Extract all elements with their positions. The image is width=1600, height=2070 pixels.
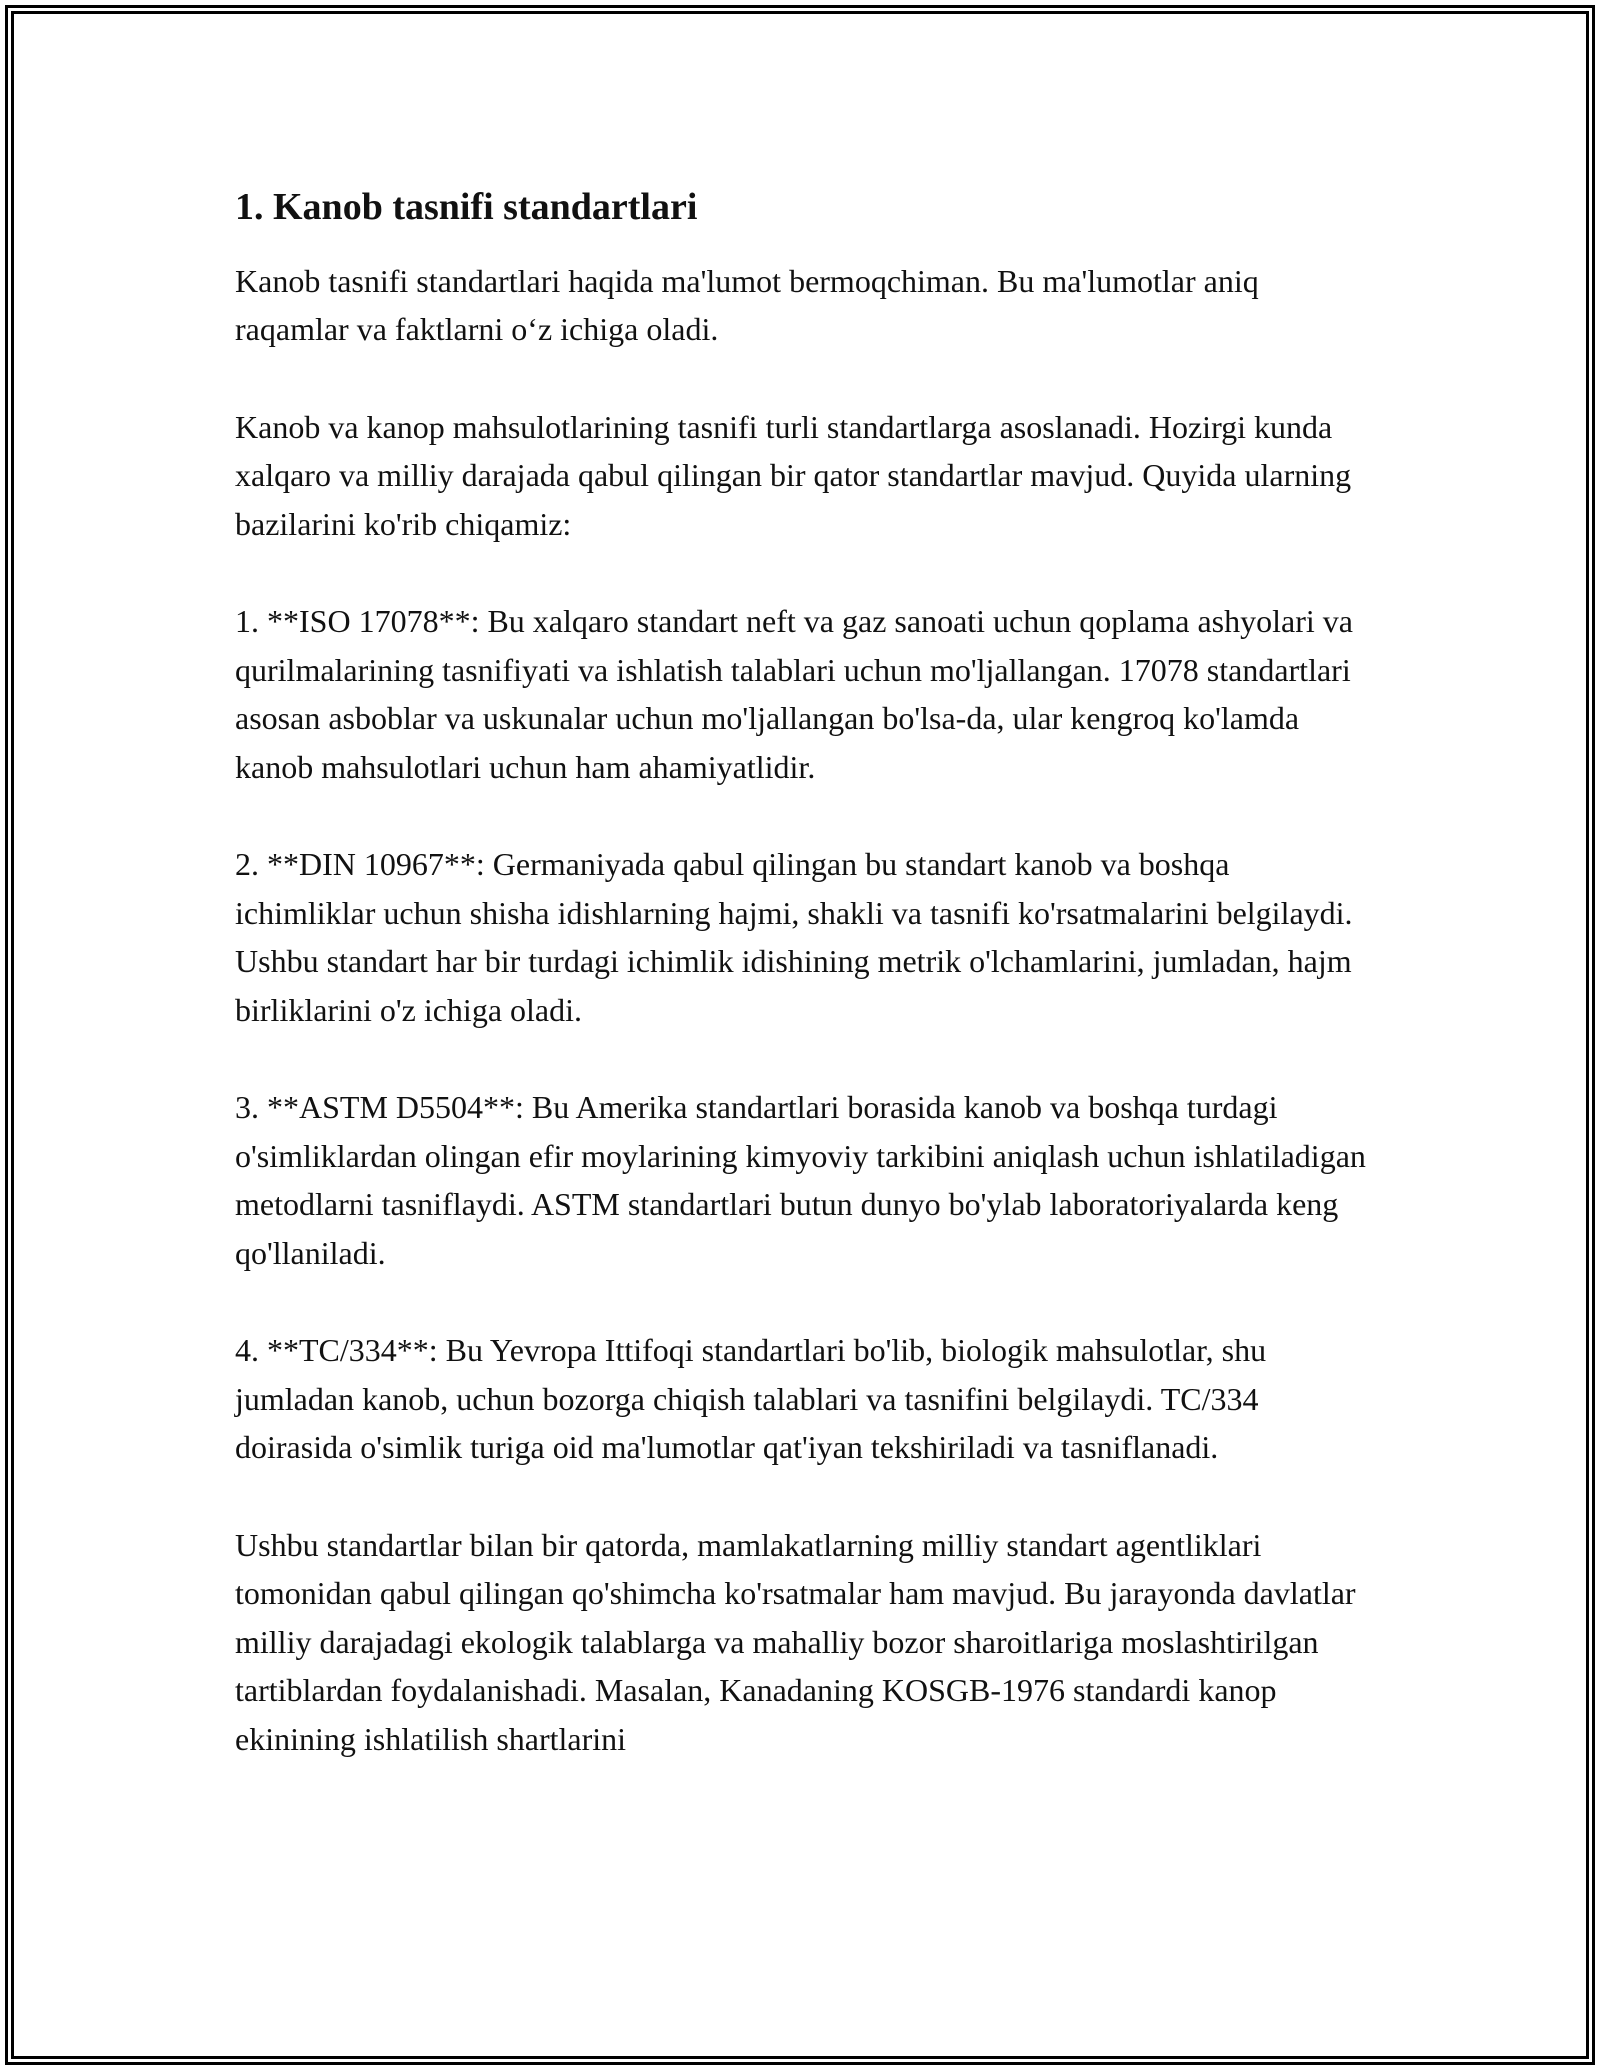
paragraph-tc-334: 4. **TC/334**: Bu Yevropa Ittifoqi standartlari bo'lib, biologik mahsulotlar, shu jumladan kanob, uchun bozorga chiqish talablari va tasnifini belgilaydi. TC/334 doirasida o'simlik turiga oid ma'lumotlar qat'iyan tekshiriladi va tasniflanadi.	[235, 1332, 1267, 1466]
document-body	[235, 185, 1375, 1812]
paragraph-astm-d5504: 3. **ASTM D5504**: Bu Amerika standartlari borasida kanob va boshqa turdagi o'simliklardan olingan efir moylarining kimyoviy tarkibini aniqlash uchun ishlatiladigan metodlarni tasniflaydi. ASTM standartlari butun dunyo bo'ylab laboratoriyalarda keng qo'llaniladi.	[235, 1089, 1366, 1271]
paragraph-iso-17078: 1. **ISO 17078**: Bu xalqaro standart neft va gaz sanoati uchun qoplama ashyolari va qurilmalarining tasnifiyati va ishlatish talablari uchun mo'ljallangan. 17078 standartlari asosan asboblar va uskunalar uchun mo'ljallangan bo'lsa-da, ular kengroq ko'lamda kanob mahsulotlari uchun ham ahamiyatlidir.	[235, 603, 1353, 785]
paragraph-din-10967: 2. **DIN 10967**: Germaniyada qabul qilingan bu standart kanob va boshqa ichimliklar uchun shisha idishlarning hajmi, shakli va tasnifi ko'rsatmalarini belgilaydi. Ushbu standart har bir turdagi ichimlik idishining metrik o'lchamlarini, jumladan, hajm birliklarini o'z ichiga oladi.	[235, 846, 1353, 1028]
paragraph-national-standards: Ushbu standartlar bilan bir qatorda, mamlakatlarning milliy standart agentliklari tomonidan qabul qilingan qo'shimcha ko'rsatmalar ham mavjud. Bu jarayonda davlatlar milliy darajadagi ekologik talablarga va mahalliy bozor sharoitlariga moslashtirilgan tartiblardan foydalanishadi. Masalan, Kanadaning KOSGB-1976 standardi kanop ekinining ishlatilish shartlarini	[235, 1526, 1356, 1757]
paragraph-intro: Kanob tasnifi standartlari haqida ma'lumot bermoqchiman. Bu ma'lumotlar aniq raqamlar va faktlarni o‘z ichiga oladi.	[235, 262, 1259, 348]
section-heading: 1. Kanob tasnifi standartlari	[235, 186, 698, 228]
paragraph-overview: Kanob va kanop mahsulotlarining tasnifi turli standartlarga asoslanadi. Hozirgi kunda xalqaro va milliy darajada qabul qilingan bir qator standartlar mavjud. Quyida ularning bazilarini ko'rib chiqamiz:	[235, 408, 1352, 542]
